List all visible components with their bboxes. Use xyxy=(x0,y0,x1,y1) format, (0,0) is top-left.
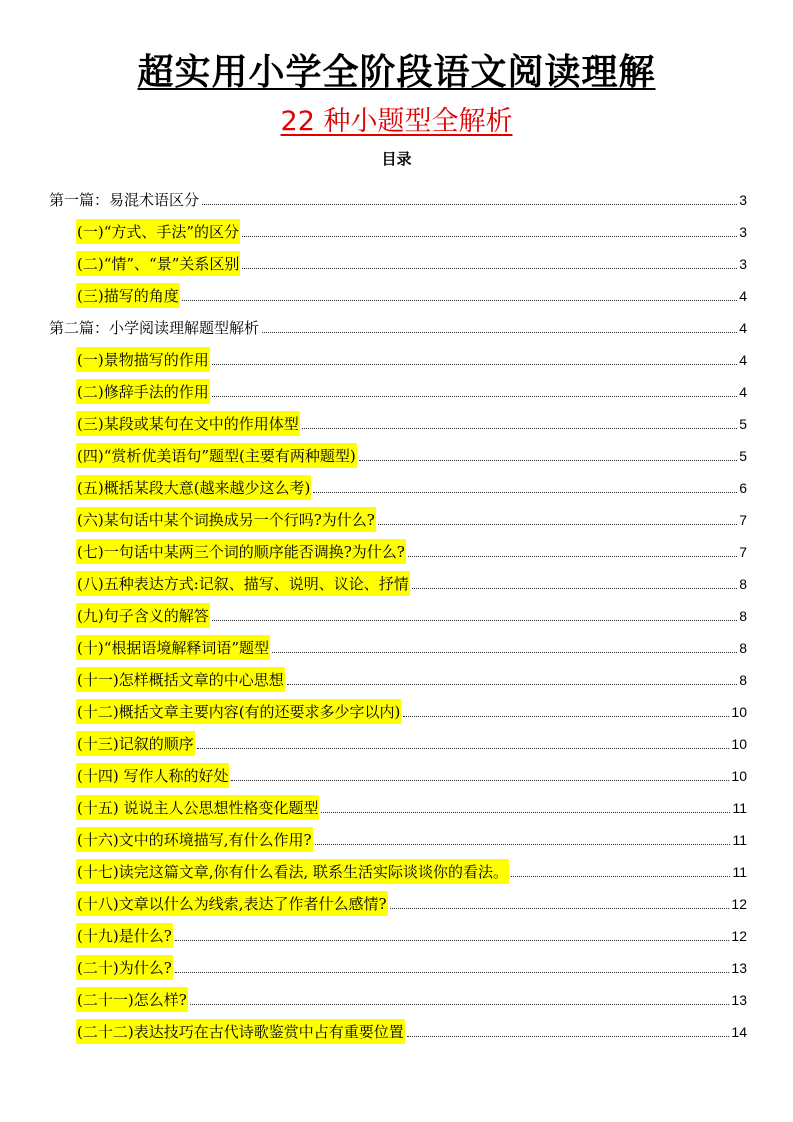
toc-entry-label: (九)句子含义的解答 xyxy=(76,603,210,628)
toc-page-number: 7 xyxy=(739,544,747,560)
toc-page-number: 5 xyxy=(739,416,747,432)
toc-page-number: 3 xyxy=(739,192,747,208)
toc-entry-label: (一)景物描写的作用 xyxy=(76,347,210,372)
toc-entry-label: (二十)为什么? xyxy=(76,955,173,980)
toc-dot-leader xyxy=(197,748,730,749)
toc-entry[interactable] xyxy=(48,500,747,532)
toc-entry[interactable] xyxy=(48,788,747,820)
toc-dot-leader xyxy=(412,588,737,589)
toc-dot-leader xyxy=(511,876,730,877)
toc-entry-label: (八)五种表达方式:记叙、描写、说明、议论、抒情 xyxy=(76,571,410,596)
toc-page-number: 14 xyxy=(731,1024,747,1040)
toc-entry-label: (二)修辞手法的作用 xyxy=(76,379,210,404)
document-title xyxy=(0,44,793,95)
toc-page-number: 10 xyxy=(731,704,747,720)
toc-page-number: 10 xyxy=(731,768,747,784)
toc-entry-label: (十二)概括文章主要内容(有的还要求多少字以内) xyxy=(76,699,401,724)
toc-entry[interactable] xyxy=(48,948,747,980)
toc-entry[interactable] xyxy=(48,212,747,244)
toc-page-number: 7 xyxy=(739,512,747,528)
toc-entry[interactable] xyxy=(48,1012,747,1044)
toc-entry-label: (十四) 写作人称的好处 xyxy=(76,763,229,788)
toc-section-entry[interactable] xyxy=(48,180,747,212)
toc-entry-label: (十七)读完这篇文章,你有什么看法, 联系生活实际谈谈你的看法。 xyxy=(76,859,509,884)
toc-entry[interactable] xyxy=(48,340,747,372)
toc-dot-leader xyxy=(321,812,730,813)
toc-dot-leader xyxy=(272,652,737,653)
toc-dot-leader xyxy=(408,556,737,557)
toc-entry-label: (一)“方式、手法”的区分 xyxy=(76,219,240,244)
toc-page-number: 5 xyxy=(739,448,747,464)
toc-entry[interactable] xyxy=(48,692,747,724)
toc-page-number: 4 xyxy=(739,352,747,368)
toc-dot-leader xyxy=(315,844,731,845)
toc-dot-leader xyxy=(212,364,737,365)
toc-page-number: 8 xyxy=(739,672,747,688)
toc-dot-leader xyxy=(175,940,730,941)
toc-entry[interactable] xyxy=(48,436,747,468)
toc-dot-leader xyxy=(262,332,737,333)
toc-entry[interactable] xyxy=(48,916,747,948)
toc-dot-leader xyxy=(212,620,737,621)
table-of-contents xyxy=(48,180,747,1044)
toc-page-number: 3 xyxy=(739,256,747,272)
toc-page-number: 13 xyxy=(731,992,747,1008)
toc-entry[interactable] xyxy=(48,884,747,916)
toc-dot-leader xyxy=(242,268,737,269)
toc-entry-label: (十三)记叙的顺序 xyxy=(76,731,195,756)
document-subtitle xyxy=(0,99,793,138)
toc-entry-label: (十八)文章以什么为线索,表达了作者什么感情? xyxy=(76,891,388,916)
toc-dot-leader xyxy=(175,972,730,973)
toc-entry[interactable] xyxy=(48,596,747,628)
toc-dot-leader xyxy=(403,716,729,717)
toc-entry-label: (三)某段或某句在文中的作用体型 xyxy=(76,411,300,436)
toc-entry-label: (十)“根据语境解释词语”题型 xyxy=(76,635,270,660)
toc-dot-leader xyxy=(190,1004,730,1005)
toc-entry-label: (二十一)怎么样? xyxy=(76,987,188,1012)
toc-page-number: 4 xyxy=(739,288,747,304)
toc-page-number: 6 xyxy=(739,480,747,496)
document-subtitle-text: 22 种小题型全解析 xyxy=(280,106,513,137)
toc-dot-leader xyxy=(287,684,737,685)
toc-entry[interactable] xyxy=(48,980,747,1012)
toc-entry[interactable] xyxy=(48,532,747,564)
toc-page-number: 11 xyxy=(732,832,747,848)
toc-entry-label: 第一篇：易混术语区分 xyxy=(49,191,200,209)
toc-dot-leader xyxy=(212,396,737,397)
toc-entry-label: (四)“赏析优美语句”题型(主要有两种题型) xyxy=(76,443,357,468)
toc-dot-leader xyxy=(242,236,737,237)
toc-entry-label: (二)“情”、“景”关系区别 xyxy=(76,251,240,276)
toc-page-number: 8 xyxy=(739,640,747,656)
toc-page-number: 3 xyxy=(739,224,747,240)
toc-dot-leader xyxy=(202,204,737,205)
toc-entry[interactable] xyxy=(48,564,747,596)
toc-entry-label: (十五) 说说主人公思想性格变化题型 xyxy=(76,795,319,820)
toc-dot-leader xyxy=(313,492,737,493)
toc-entry[interactable] xyxy=(48,852,747,884)
toc-entry[interactable] xyxy=(48,660,747,692)
toc-entry-label: (十六)文中的环境描写,有什么作用? xyxy=(76,827,313,852)
toc-dot-leader xyxy=(231,780,729,781)
toc-dot-leader xyxy=(390,908,730,909)
toc-heading: 目录 xyxy=(381,150,412,168)
toc-entry[interactable] xyxy=(48,404,747,436)
toc-entry[interactable] xyxy=(48,724,747,756)
toc-entry-label: (十九)是什么? xyxy=(76,923,173,948)
toc-page-number: 13 xyxy=(731,960,747,976)
toc-entry-label: (七)一句话中某两三个词的顺序能否调换?为什么? xyxy=(76,539,406,564)
toc-page-number: 11 xyxy=(732,800,747,816)
toc-entry[interactable] xyxy=(48,372,747,404)
toc-page-number: 12 xyxy=(731,896,747,912)
document-title-text: 超实用小学全阶段语文阅读理解 xyxy=(137,52,656,93)
toc-page-number: 10 xyxy=(731,736,747,752)
toc-entry[interactable] xyxy=(48,628,747,660)
toc-dot-leader xyxy=(359,460,737,461)
toc-section-entry[interactable] xyxy=(48,308,747,340)
toc-entry[interactable] xyxy=(48,756,747,788)
toc-dot-leader xyxy=(378,524,737,525)
toc-entry-label: (二十二)表达技巧在古代诗歌鉴赏中占有重要位置 xyxy=(76,1019,405,1044)
toc-page-number: 8 xyxy=(739,608,747,624)
toc-page-number: 4 xyxy=(739,320,747,336)
toc-entry[interactable] xyxy=(48,244,747,276)
toc-dot-leader xyxy=(407,1036,730,1037)
toc-entry-label: 第二篇：小学阅读理解题型解析 xyxy=(49,319,260,337)
toc-dot-leader xyxy=(302,428,737,429)
toc-entry-label: (六)某句话中某个词换成另一个行吗?为什么? xyxy=(76,507,376,532)
toc-dot-leader xyxy=(182,300,737,301)
toc-entry[interactable] xyxy=(48,820,747,852)
toc-page-number: 12 xyxy=(731,928,747,944)
toc-page-number: 11 xyxy=(732,864,747,880)
toc-page-number: 8 xyxy=(739,576,747,592)
toc-entry-label: (五)概括某段大意(越来越少这么考) xyxy=(76,475,311,500)
toc-page-number: 4 xyxy=(739,384,747,400)
toc-entry[interactable] xyxy=(48,276,747,308)
toc-entry-label: (十一)怎样概括文章的中心思想 xyxy=(76,667,285,692)
toc-entry-label: (三)描写的角度 xyxy=(76,283,180,308)
toc-entry[interactable] xyxy=(48,468,747,500)
